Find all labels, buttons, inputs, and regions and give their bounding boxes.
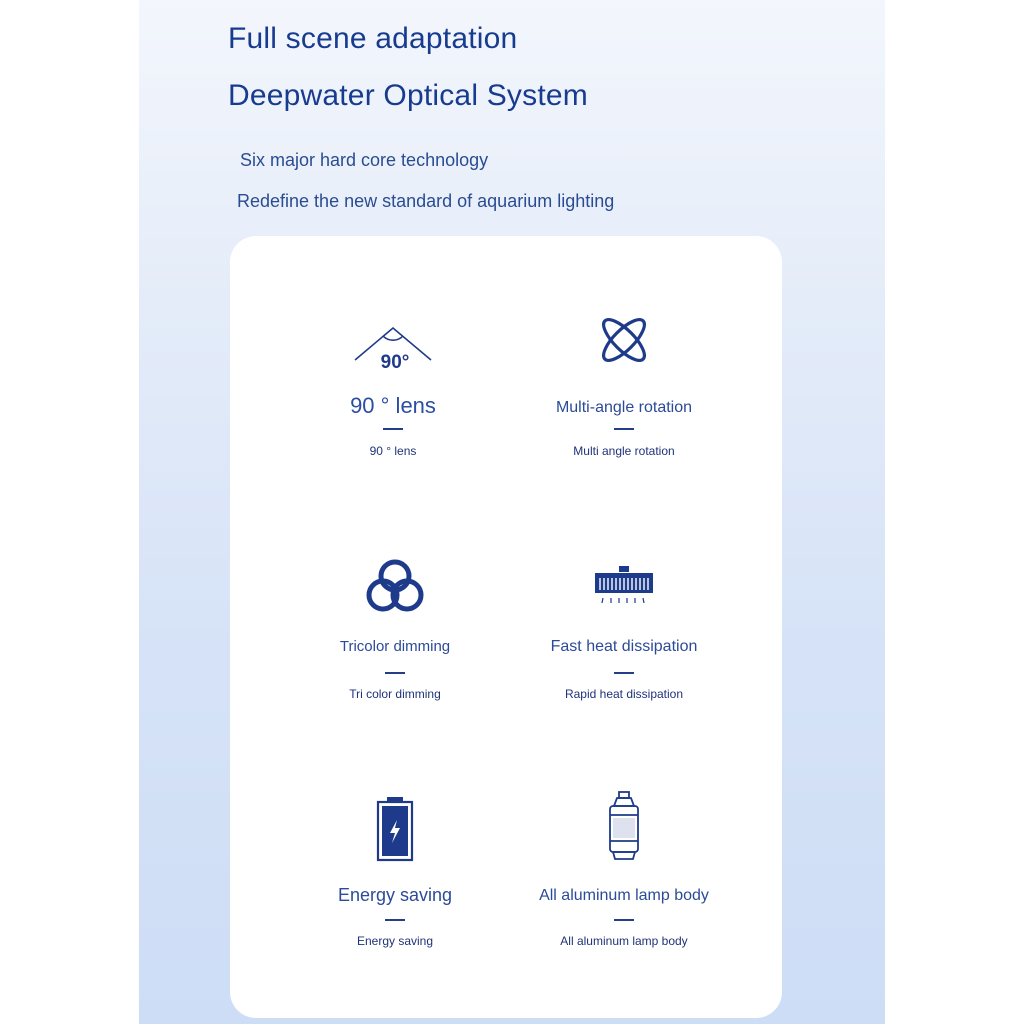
feature-aluminum — [509, 791, 739, 971]
divider-dash — [383, 428, 403, 430]
rotation-icon — [593, 309, 655, 371]
feature-energy — [280, 791, 510, 971]
feature-tricolor — [280, 546, 510, 726]
feature-subtitle: 90 ° lens — [369, 444, 417, 458]
page-headline: Deepwater Optical System — [228, 79, 588, 112]
subtitle-secondary: Redefine the new standard of aquarium lighting — [237, 191, 615, 211]
feature-title: Fast heat dissipation — [550, 638, 698, 655]
aluminum-lamp-icon — [606, 791, 642, 863]
page-title: Full scene adaptation — [228, 22, 518, 55]
feature-rotation — [509, 236, 739, 476]
feature-title: All aluminum lamp body — [539, 887, 709, 904]
lens-angle-icon — [353, 318, 433, 372]
feature-title: Energy saving — [337, 885, 453, 905]
feature-subtitle: Energy saving — [356, 934, 434, 948]
divider-dash — [614, 672, 634, 674]
battery-icon — [375, 796, 415, 862]
features-card — [230, 236, 782, 1018]
divider-dash — [385, 919, 405, 921]
feature-subtitle: All aluminum lamp body — [560, 934, 688, 948]
feature-title: 90 ° lens — [350, 393, 436, 418]
feature-subtitle: Multi angle rotation — [573, 444, 675, 458]
feature-subtitle: Rapid heat dissipation — [564, 687, 684, 701]
divider-dash — [385, 672, 405, 674]
tricolor-icon — [364, 556, 426, 614]
heat-sink-icon — [593, 564, 655, 610]
divider-dash — [614, 428, 634, 430]
feature-heat — [509, 546, 739, 726]
feature-title: Tricolor dimming — [339, 638, 451, 655]
feature-subtitle: Tri color dimming — [349, 687, 441, 701]
subtitle-primary: Six major hard core technology — [240, 150, 489, 170]
divider-dash — [614, 919, 634, 921]
feature-lens — [278, 236, 508, 476]
feature-title: Multi-angle rotation — [555, 399, 693, 416]
svg-text:90°: 90° — [380, 352, 410, 372]
